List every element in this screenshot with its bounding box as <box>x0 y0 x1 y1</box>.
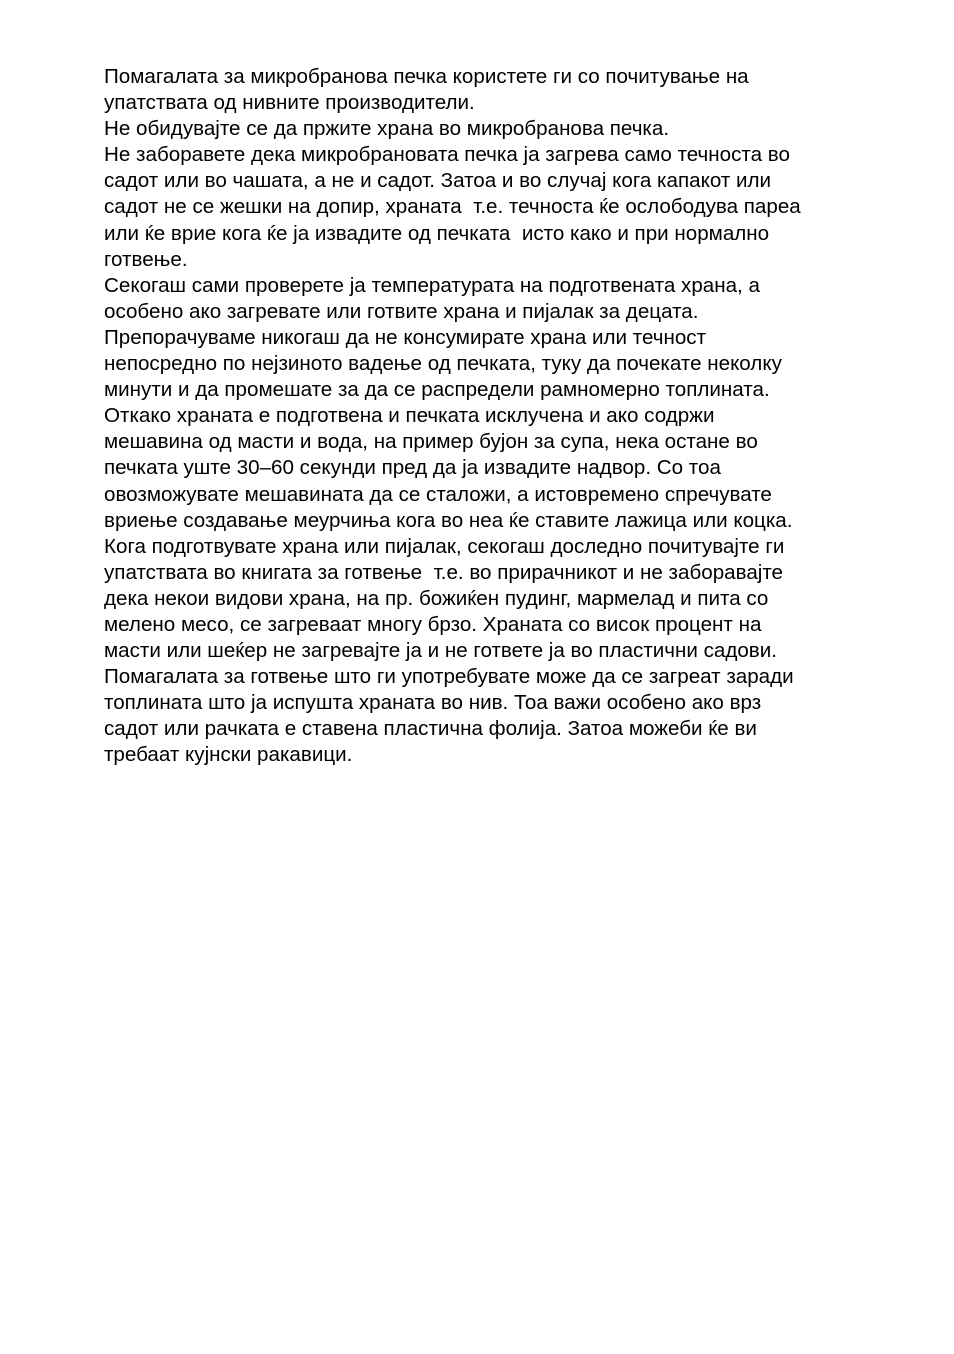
text-line: готвење. <box>104 247 188 271</box>
text-line: Кога подготвувате храна или пијалак, секогаш доследно почитувајте ги <box>104 534 785 558</box>
text-line: непосредно по нејзиното вадење од печката, туку да почекате неколку <box>104 352 782 376</box>
body-text <box>104 64 894 769</box>
text-line: садот не се жешки на допир, храната т.е. течноста ќе ослободува пареа <box>104 195 801 219</box>
text-line: садот или рачката е ставена пластична фолија. Затоа можеби ќе ви <box>104 717 757 741</box>
text-line: мелено месо, се загреваат многу брзо. Храната со висок процент на <box>104 612 762 636</box>
text-line: мешавина од масти и вода, на пример бујон за супа, нека остане во <box>104 430 758 454</box>
text-line: Помагалата за микробранова печка користете ги со почитување на <box>104 65 749 88</box>
text-line: Не заборавете дека микробрановата печка ја загрева само течноста во <box>104 143 790 167</box>
text-line: овозможувате мешавината да се сталожи, а истовремено спречувате <box>104 482 772 506</box>
text-line: упатствата од нивните производители. <box>104 91 475 115</box>
text-line: дека некои видови храна, на пр. божиќен пудинг, мармелад и пита со <box>104 586 769 610</box>
text-line: требаат кујнски ракавици. <box>104 743 353 767</box>
text-line: печката уште 30–60 секунди пред да ја извадите надвор. Со тоа <box>104 456 721 480</box>
text-line: Секогаш сами проверете ја температурата на подготвената храна, а <box>104 273 760 297</box>
text-line: упатствата во книгата за готвење т.е. во прирачникот и не заборавајте <box>104 560 783 584</box>
text-line: Помагалата за готвење што ги употребувате може да се загреат заради <box>104 665 794 689</box>
text-line: Препорачуваме никогаш да не консумирате храна или течност <box>104 325 707 349</box>
text-line: садот или во чашата, а не и садот. Затоа и во случај кога капакот или <box>104 169 771 193</box>
text-line: или ќе врие кога ќе ја извадите од печката исто како и при нормално <box>104 221 770 245</box>
text-line: особено ако загревате или готвите храна и пијалак за децата. <box>104 299 699 323</box>
text-line: масти или шеќер не загревајте ја и не гответе ја во пластични садови. <box>104 639 777 663</box>
text-line: Откако храната е подготвена и печката исклучена и ако содржи <box>104 404 715 428</box>
text-line: топлината што ја испушта храната во нив. Тоа важи особено ако врз <box>104 691 762 715</box>
text-line: минути и да промешате за да се распредели рамномерно топлината. <box>104 378 770 402</box>
text-line: Не обидувајте се да пржите храна во микробранова печка. <box>104 117 670 141</box>
text-line: вриење создавање меурчиња кога во неа ќе ставите лажица или коцка. <box>104 508 793 532</box>
